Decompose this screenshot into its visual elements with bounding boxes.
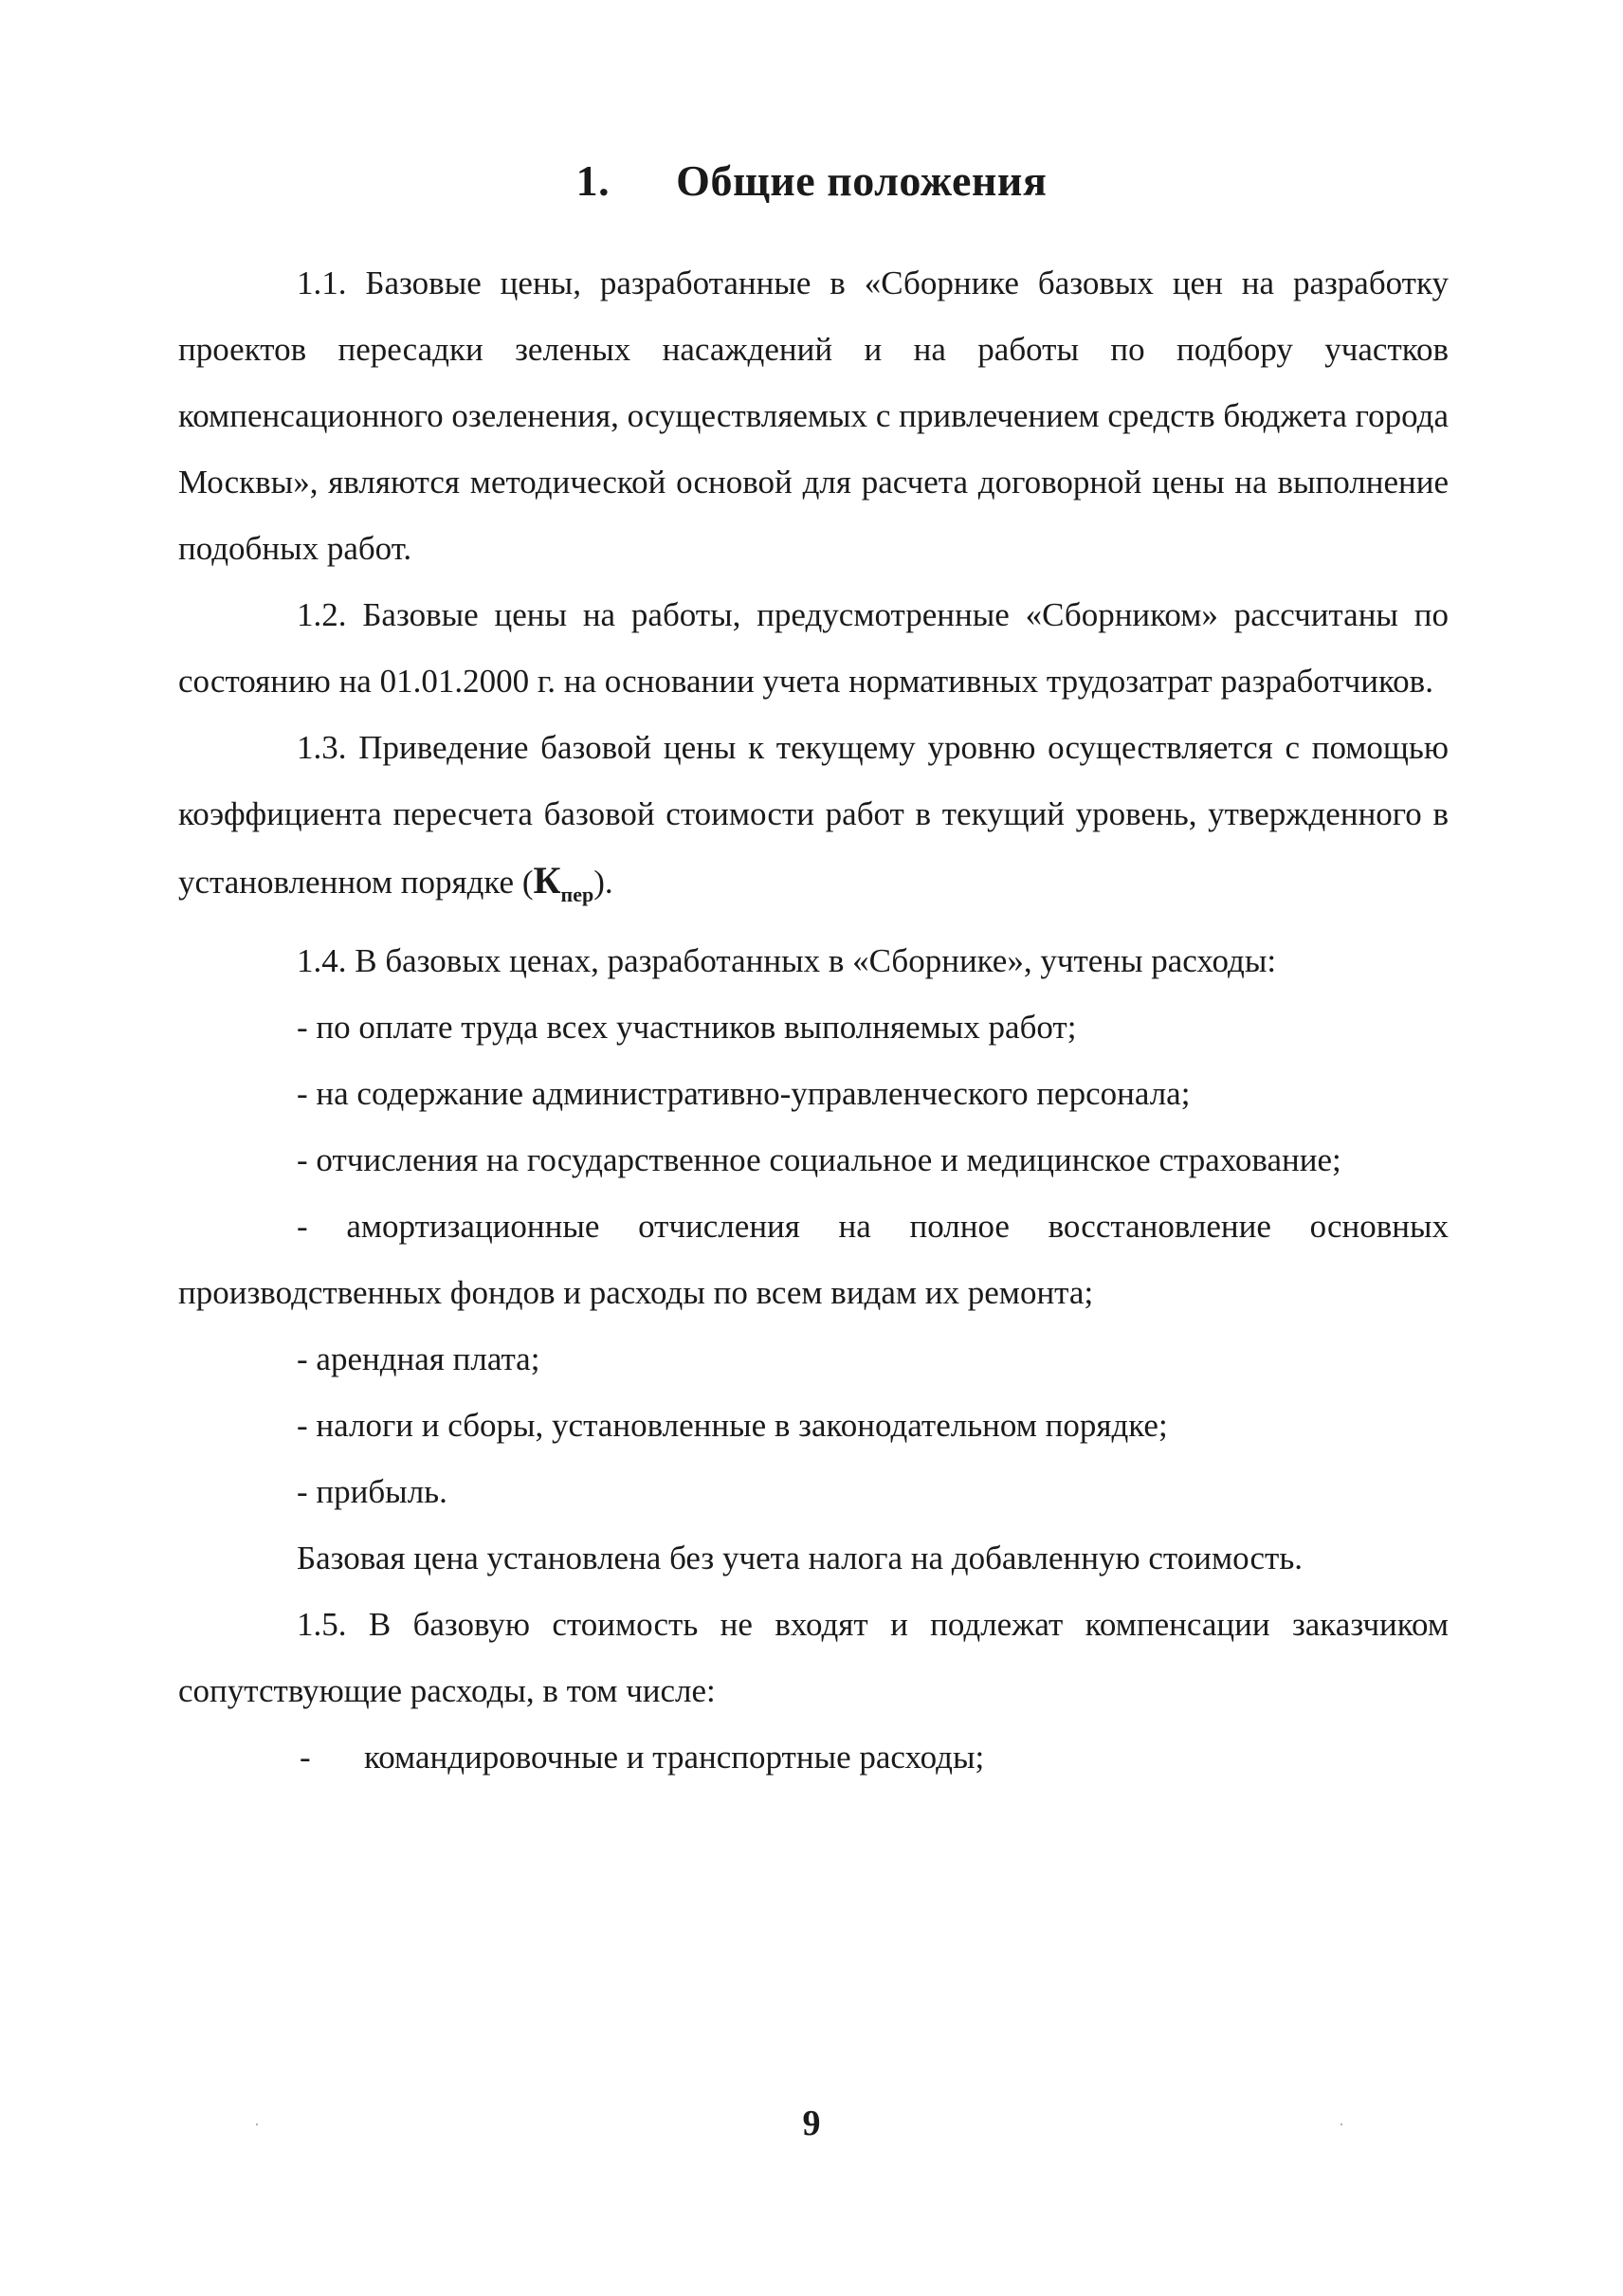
list-item: - амортизационные отчисления на полное восстановление основных производственных фондов и расходы по всем видам их ремонта;	[178, 1208, 1449, 1311]
list-item: - отчисления на государственное социальное и медицинское страхование;	[297, 1141, 1341, 1178]
section-title: Общие положения	[676, 156, 1048, 205]
section-heading	[0, 156, 1623, 205]
coefficient-letter: К	[533, 859, 561, 902]
list-item: - арендная плата;	[297, 1340, 540, 1377]
coefficient-subscript: пер	[560, 883, 594, 906]
list-item: - по оплате труда всех участников выполняемых работ;	[297, 1009, 1077, 1046]
list-item: - прибыль.	[297, 1473, 447, 1510]
scan-dot	[1340, 2123, 1342, 2125]
paragraph-1-3	[178, 715, 1449, 928]
list-item: - на содержание административно-управленческого персонала;	[297, 1075, 1191, 1112]
paragraph-1-3-end: ).	[593, 864, 613, 901]
paragraph-1-5: 1.5. В базовую стоимость не входят и подлежат компенсации заказчиком сопутствующие расходы, в том числе:	[178, 1606, 1449, 1709]
list-item: - налоги и сборы, установленные в законодательном порядке;	[297, 1407, 1168, 1444]
list-item	[178, 1724, 1449, 1791]
coefficient-k-per	[533, 859, 594, 906]
scan-dot	[256, 2123, 258, 2125]
paragraph-1-3-text: 1.3. Приведение базовой цены к текущему уровню осуществляется с помощью коэффициента пересчета базовой стоимости работ в текущий уровень, утвержденного в установленном порядке (	[178, 729, 1449, 901]
document-body	[178, 250, 1449, 1791]
page-number: 9	[802, 2104, 821, 2143]
base-price-note: Базовая цена установлена без учета налога на добавленную стоимость.	[297, 1540, 1304, 1576]
paragraph-1-4: 1.4. В базовых ценах, разработанных в «Сборнике», учтены расходы:	[297, 942, 1277, 979]
section-number: 1.	[575, 156, 611, 205]
list-dash: -	[300, 1739, 311, 1776]
paragraph-1-1: 1.1. Базовые цены, разработанные в «Сборнике базовых цен на разработку проектов пересадки зеленых насаждений и на работы по подбору участков компенсационного озеленения, осуществляемых с привлечением средств бюджета города Москвы», являются методической основой для расчета договорной цены на выполнение подобных работ.	[178, 264, 1449, 567]
list-item-text: командировочные и транспортные расходы;	[364, 1739, 985, 1776]
paragraph-1-2: 1.2. Базовые цены на работы, предусмотренные «Сборником» рассчитаны по состоянию на 01.01.2000 г. на основании учета нормативных трудозатрат разработчиков.	[178, 596, 1449, 700]
